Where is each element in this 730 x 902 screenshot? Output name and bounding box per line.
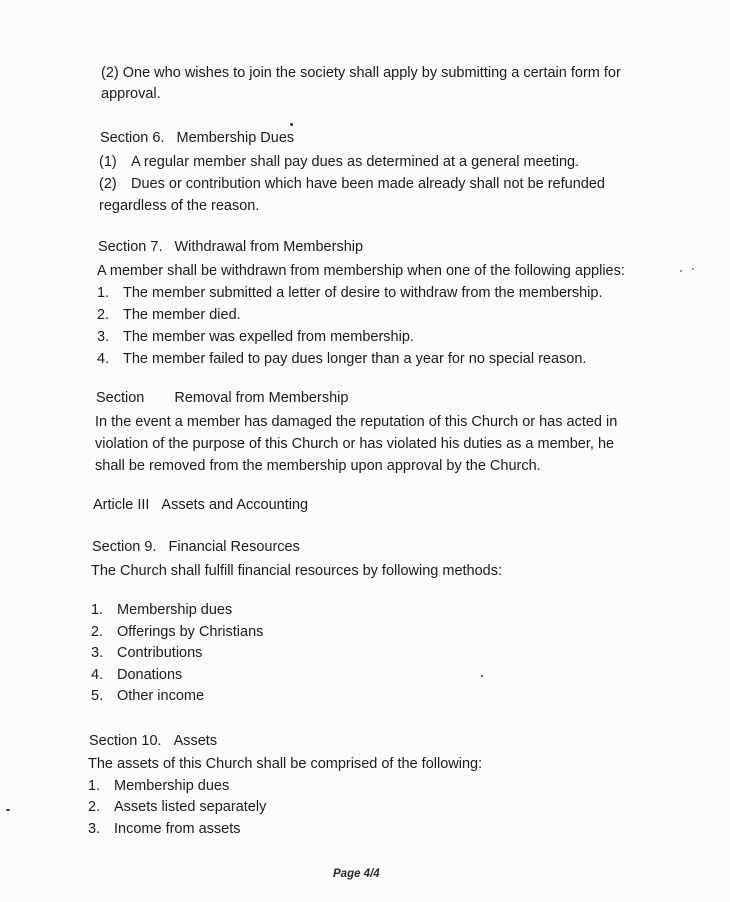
list-number: 5.	[91, 688, 104, 704]
scan-speck	[290, 123, 293, 126]
section-title: Financial Resources	[168, 539, 300, 555]
list-item	[91, 600, 263, 622]
list-item	[88, 819, 482, 841]
list-item	[97, 326, 625, 348]
list-item	[97, 282, 625, 304]
section-title: Membership Dues	[176, 130, 295, 146]
section7-heading	[98, 237, 363, 258]
section5-continuation	[101, 63, 621, 105]
article-label: Article III	[93, 497, 150, 513]
list-item	[88, 776, 482, 798]
section-label: Section 9.	[92, 539, 157, 555]
list-number: (2)	[99, 176, 117, 192]
section8-body	[95, 411, 617, 477]
list-number: 3.	[88, 820, 101, 837]
section8-heading	[96, 388, 348, 409]
list-item	[91, 643, 263, 665]
list-text: Contributions	[117, 645, 203, 661]
list-number: 1.	[97, 285, 110, 301]
list-text: The member submitted a letter of desire to withdraw from the membership.	[123, 285, 603, 301]
list-text: Offerings by Christians	[117, 623, 264, 640]
list-item	[99, 151, 605, 173]
list-text: Dues or contribution which have been made already shall not be refunded	[131, 176, 605, 192]
paragraph-line: shall be removed from the membership upon approval by the Church.	[95, 458, 541, 474]
list-item	[97, 304, 625, 326]
section-label: Section 7.	[98, 239, 163, 255]
list-item	[88, 797, 482, 819]
list-number: 2.	[88, 799, 101, 815]
article3-heading	[93, 495, 308, 516]
list-text: The member failed to pay dues longer than a year for no special reason.	[123, 351, 587, 367]
list-item	[97, 348, 625, 370]
section-label: Section 10.	[89, 733, 162, 749]
section10-body	[88, 754, 482, 840]
page-number: Page 4/4	[333, 868, 380, 880]
list-text: Membership dues	[114, 777, 230, 794]
list-number: 4.	[97, 351, 110, 367]
list-text: A regular member shall pay dues as determined at a general meeting.	[131, 154, 580, 170]
paragraph-line: (2) One who wishes to join the society shall apply by submitting a certain form for	[101, 65, 621, 81]
list-item	[91, 665, 263, 687]
list-number: 2.	[91, 623, 104, 640]
scan-speck	[481, 675, 483, 677]
list-number: (1)	[99, 154, 117, 170]
section6-items	[99, 151, 605, 217]
section-label: Section	[96, 390, 145, 406]
list-text: Membership dues	[117, 602, 233, 618]
section-title: Withdrawal from Membership	[174, 239, 364, 255]
list-text: The member was expelled from membership.	[123, 329, 414, 345]
list-number: 1.	[91, 602, 104, 618]
scan-speck	[680, 270, 682, 272]
paragraph-line: In the event a member has damaged the reputation of this Church or has acted in	[95, 414, 618, 430]
list-number: 3.	[91, 645, 104, 661]
paragraph-line: approval.	[101, 86, 161, 102]
section9-list	[91, 600, 263, 708]
section9-heading	[92, 537, 300, 558]
scan-speck	[6, 809, 10, 811]
paragraph-line: The Church shall fulfill financial resources by following methods:	[91, 563, 503, 579]
list-number: 1.	[88, 777, 101, 794]
list-text: Assets listed separately	[114, 799, 267, 815]
list-text: Income from assets	[114, 820, 241, 837]
section-label: Section 6.	[100, 130, 165, 146]
paragraph-line: The assets of this Church shall be comprised of the following:	[88, 756, 483, 772]
scan-speck	[692, 268, 694, 270]
list-item	[99, 173, 605, 195]
section6-heading	[100, 128, 294, 149]
paragraph-line: regardless of the reason.	[99, 198, 260, 214]
section9-intro	[91, 561, 502, 582]
list-text: The member died.	[123, 307, 241, 323]
paragraph-line: violation of the purpose of this Church or has violated his duties as a member, he	[95, 436, 615, 452]
section7-body	[97, 260, 625, 370]
list-number: 4.	[91, 666, 104, 683]
paragraph-line: A member shall be withdrawn from membership when one of the following applies:	[97, 263, 625, 279]
list-text: Other income	[117, 688, 205, 704]
list-item	[91, 622, 263, 644]
list-number: 3.	[97, 329, 110, 345]
section-title: Assets	[173, 733, 218, 749]
article-title: Assets and Accounting	[161, 497, 309, 513]
list-number: 2.	[97, 307, 110, 323]
list-text: Donations	[117, 666, 183, 683]
section10-heading	[89, 731, 217, 752]
section-title: Removal from Membership	[174, 390, 349, 406]
list-item	[91, 686, 263, 708]
